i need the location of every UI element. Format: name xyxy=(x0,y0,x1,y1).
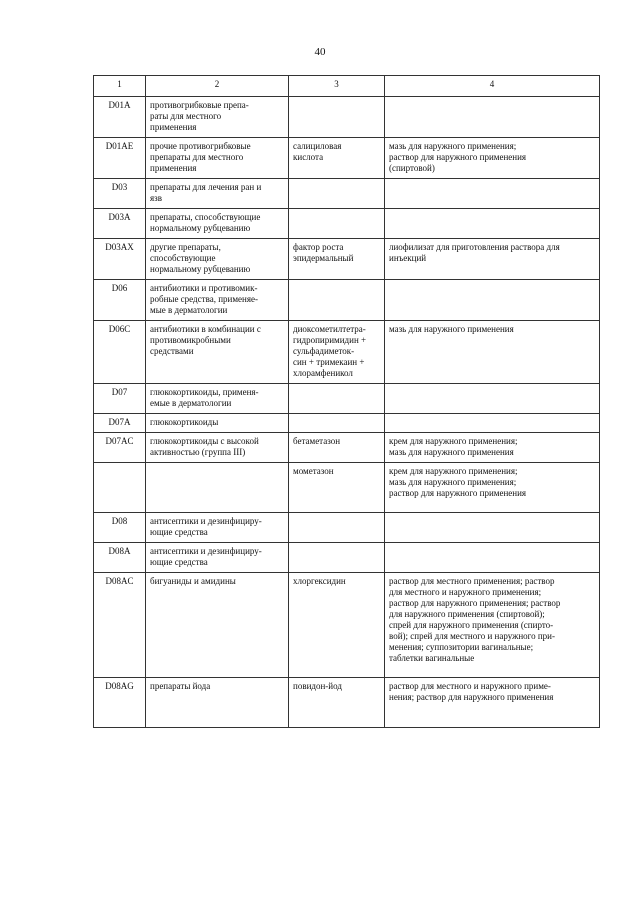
cell-inn xyxy=(289,414,385,433)
cell-code: D03A xyxy=(94,209,146,239)
cell-code: D08A xyxy=(94,543,146,573)
cell-inn: повидон-йод xyxy=(289,678,385,728)
cell-form: раствор для местного применения; раствор для местного и наружного применения; раствор для наружного применения; раствор для наружного применения (спиртовой); спрей для наружного применения (спирто- вой); спрей для местного и наружного при- менения; суппозитории вагинальные; таблетки вагинальные xyxy=(385,573,600,678)
column-header: 4 xyxy=(385,76,600,97)
column-header: 2 xyxy=(146,76,289,97)
cell-inn xyxy=(289,513,385,543)
cell-inn: хлоргексидин xyxy=(289,573,385,678)
cell-group: антибиотики и противомик- робные средства, применяе- мые в дерматологии xyxy=(146,280,289,321)
table-body xyxy=(94,97,600,728)
table-row xyxy=(94,678,600,728)
cell-inn: салициловая кислота xyxy=(289,138,385,179)
cell-form xyxy=(385,179,600,209)
table-row xyxy=(94,209,600,239)
table-row xyxy=(94,414,600,433)
table-row xyxy=(94,179,600,209)
cell-inn xyxy=(289,179,385,209)
table-row xyxy=(94,433,600,463)
cell-code: D06C xyxy=(94,321,146,384)
cell-form: лиофилизат для приготовления раствора для инъекций xyxy=(385,239,600,280)
cell-form xyxy=(385,97,600,138)
table-row xyxy=(94,543,600,573)
cell-form: крем для наружного применения; мазь для наружного применения xyxy=(385,433,600,463)
cell-group: прочие противогрибковые препараты для местного применения xyxy=(146,138,289,179)
cell-inn: бетаметазон xyxy=(289,433,385,463)
cell-group: препараты йода xyxy=(146,678,289,728)
page-number: 40 xyxy=(314,46,326,58)
cell-code: D07AC xyxy=(94,433,146,463)
cell-group xyxy=(146,463,289,513)
cell-group: глюкокортикоиды с высокой активностью (группа III) xyxy=(146,433,289,463)
cell-form xyxy=(385,209,600,239)
cell-group: глюкокортикоиды xyxy=(146,414,289,433)
cell-inn xyxy=(289,209,385,239)
cell-group: препараты для лечения ран и язв xyxy=(146,179,289,209)
cell-inn: диоксометилтетра- гидропиримидин + сульфадиметок- син + тримекаин + хлорамфеникол xyxy=(289,321,385,384)
drug-table xyxy=(93,75,600,728)
table-row xyxy=(94,573,600,678)
cell-group: антисептики и дезинфициру- ющие средства xyxy=(146,513,289,543)
cell-inn xyxy=(289,97,385,138)
cell-code: D08 xyxy=(94,513,146,543)
cell-form: крем для наружного применения; мазь для наружного применения; раствор для наружного применения xyxy=(385,463,600,513)
cell-form xyxy=(385,384,600,414)
table-row xyxy=(94,239,600,280)
cell-code: D06 xyxy=(94,280,146,321)
column-header: 3 xyxy=(289,76,385,97)
cell-inn: фактор роста эпидермальный xyxy=(289,239,385,280)
cell-inn: мометазон xyxy=(289,463,385,513)
cell-inn xyxy=(289,280,385,321)
table-row xyxy=(94,138,600,179)
cell-form xyxy=(385,414,600,433)
cell-group: глюкокортикоиды, применя- емые в дерматологии xyxy=(146,384,289,414)
cell-group: другие препараты, способствующие нормальному рубцеванию xyxy=(146,239,289,280)
cell-form xyxy=(385,543,600,573)
cell-form xyxy=(385,280,600,321)
table-row xyxy=(94,513,600,543)
cell-group: препараты, способствующие нормальному рубцеванию xyxy=(146,209,289,239)
cell-code: D08AG xyxy=(94,678,146,728)
cell-code: D08AC xyxy=(94,573,146,678)
table-row xyxy=(94,321,600,384)
cell-code: D07A xyxy=(94,414,146,433)
cell-group: бигуаниды и амидины xyxy=(146,573,289,678)
cell-group: противогрибковые препа- раты для местного применения xyxy=(146,97,289,138)
table-row xyxy=(94,97,600,138)
table-row xyxy=(94,384,600,414)
header-row xyxy=(94,76,600,97)
cell-code: D07 xyxy=(94,384,146,414)
cell-inn xyxy=(289,384,385,414)
cell-inn xyxy=(289,543,385,573)
column-header: 1 xyxy=(94,76,146,97)
table-row xyxy=(94,280,600,321)
cell-code xyxy=(94,463,146,513)
cell-code: D01AE xyxy=(94,138,146,179)
cell-form: мазь для наружного применения xyxy=(385,321,600,384)
cell-form: мазь для наружного применения; раствор для наружного применения (спиртовой) xyxy=(385,138,600,179)
table-row xyxy=(94,463,600,513)
cell-code: D03 xyxy=(94,179,146,209)
cell-form: раствор для местного и наружного приме- нения; раствор для наружного применения xyxy=(385,678,600,728)
cell-group: антисептики и дезинфициру- ющие средства xyxy=(146,543,289,573)
cell-code: D01A xyxy=(94,97,146,138)
cell-group: антибиотики в комбинации с противомикробными средствами xyxy=(146,321,289,384)
cell-code: D03AX xyxy=(94,239,146,280)
cell-form xyxy=(385,513,600,543)
